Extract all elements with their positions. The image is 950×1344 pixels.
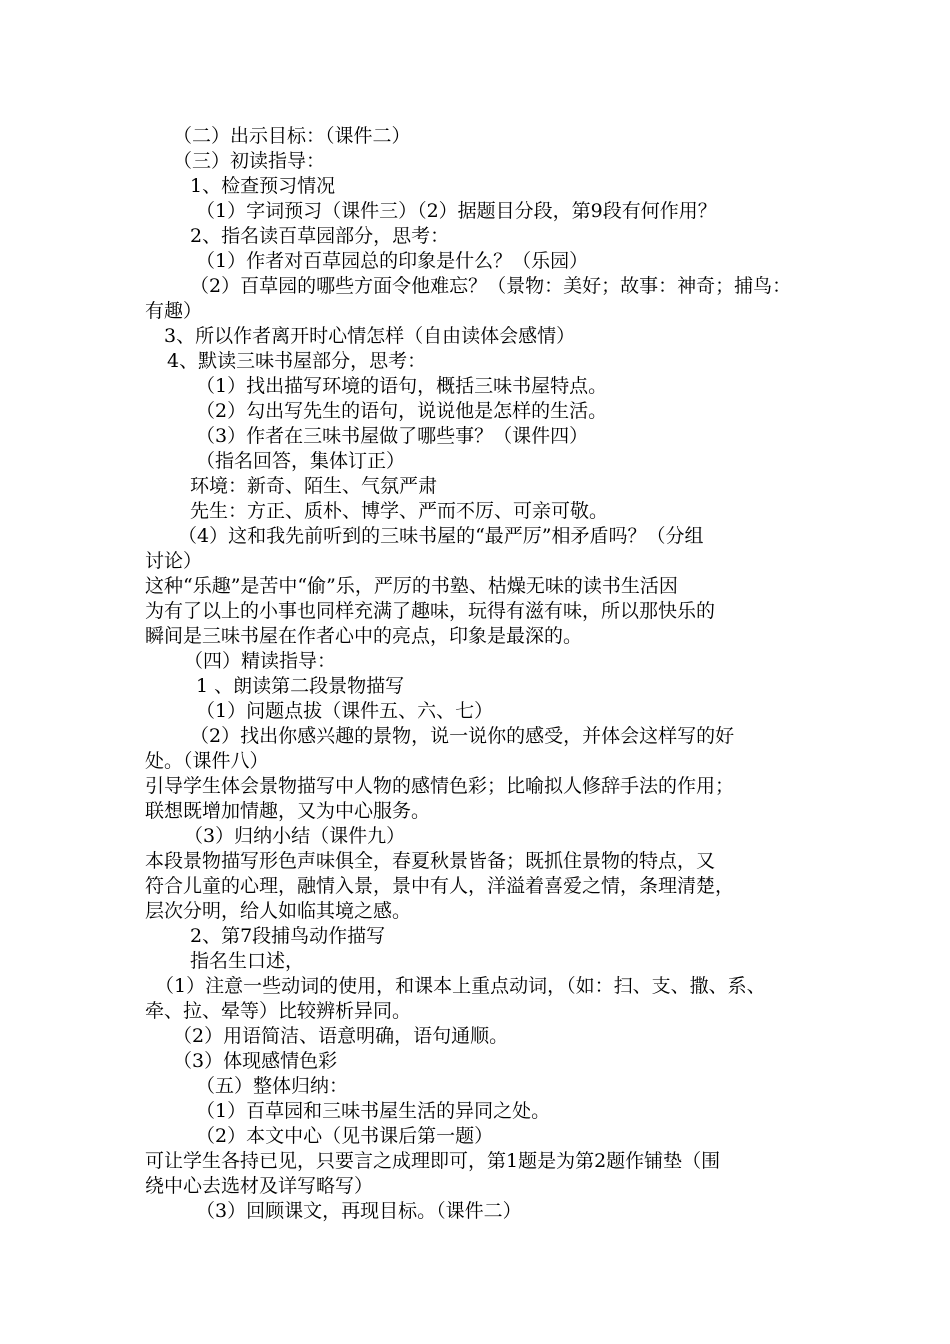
text-line: 先生：方正、质朴、博学、严而不厉、可亲可敬。 — [190, 500, 609, 522]
text-line: 为有了以上的小事也同样充满了趣味，玩得有滋有味，所以那快乐的 — [145, 600, 716, 622]
text-line: 2、第7段捕鸟动作描写 — [190, 925, 386, 947]
text-line: （四）精读指导： — [184, 650, 337, 672]
text-line: 1、检查预习情况 — [190, 175, 336, 197]
text-line: 符合儿童的心理，融情入景，景中有人，洋溢着喜爱之情，条理清楚， — [145, 875, 735, 897]
text-line: （2）本文中心（见书课后第一题） — [196, 1125, 494, 1147]
text-line: （1）找出描写环境的语句，概括三味书屋特点。 — [196, 375, 608, 397]
text-line: （五）整体归纳： — [196, 1075, 349, 1097]
text-line: （2）百草园的哪些方面令他难忘？（景物：美好；故事：神奇；捕鸟： — [190, 275, 792, 297]
text-line: 瞬间是三味书屋在作者心中的亮点，印象是最深的。 — [145, 625, 583, 647]
text-line: （2）勾出写先生的语句，说说他是怎样的生活。 — [196, 400, 608, 422]
text-line: （1）百草园和三味书屋生活的异同之处。 — [196, 1100, 551, 1122]
text-line: 可让学生各持已见，只要言之成理即可，第1题是为第2题作铺垫（围 — [145, 1150, 721, 1172]
text-line: 处。（课件八） — [145, 750, 269, 772]
text-line: （2）用语简洁、语意明确，语句通顺。 — [173, 1025, 509, 1047]
text-line: 联想既增加情趣，又为中心服务。 — [145, 800, 431, 822]
text-line: 3、所以作者离开时心情怎样（自由读体会感情） — [164, 325, 576, 347]
text-line: 环境：新奇、陌生、气氛严肃 — [190, 475, 438, 497]
text-line: 牵、拉、晕等）比较辨析异同。 — [145, 1000, 412, 1022]
text-line: （1）作者对百草园总的印象是什么？（乐园） — [196, 250, 589, 272]
text-line: 这种“乐趣”是苦中“偷”乐，严厉的书塾、枯燥无味的读书生活因 — [145, 575, 678, 597]
text-line: 有趣） — [145, 300, 203, 322]
text-line: （指名回答，集体订正） — [196, 450, 406, 472]
text-line: （4）这和我先前听到的三味书屋的“最严厉”相矛盾吗？（分组 — [178, 525, 704, 547]
text-line: （1）注意一些动词的使用，和课本上重点动词，（如：扫、支、撒、系、 — [155, 975, 766, 997]
text-line: （3）体现感情色彩 — [173, 1050, 338, 1072]
text-line: （二）出示目标：（课件二） — [173, 125, 411, 147]
text-line: 层次分明，给人如临其境之感。 — [145, 900, 412, 922]
text-line: 指名生口述， — [190, 950, 305, 972]
text-line: （2）找出你感兴趣的景物，说一说你的感受，并体会这样写的好 — [190, 725, 735, 747]
text-line: 绕中心去选材及详写略写） — [145, 1175, 374, 1197]
text-line: 2、指名读百草园部分，思考： — [190, 225, 450, 247]
text-line: 4、默读三味书屋部分，思考： — [167, 350, 427, 372]
text-line: 1 、朗读第二段景物描写 — [196, 675, 405, 697]
text-line: （3）作者在三味书屋做了哪些事？（课件四） — [196, 425, 589, 447]
text-line: 讨论） — [145, 550, 203, 572]
text-line: （三）初读指导： — [173, 150, 326, 172]
text-line: 引导学生体会景物描写中人物的感情色彩；比喻拟人修辞手法的作用； — [145, 775, 735, 797]
text-line: （3）归纳小结（课件九） — [184, 825, 406, 847]
text-line: 本段景物描写形色声味俱全，春夏秋景皆备；既抓住景物的特点，又 — [145, 850, 716, 872]
text-line: （3）回顾课文，再现目标。（课件二） — [196, 1200, 522, 1222]
text-line: （1）问题点拔（课件五、六、七） — [196, 700, 494, 722]
text-line: （1）字词预习（课件三）（2）据题目分段，第9段有何作用？ — [196, 200, 717, 222]
